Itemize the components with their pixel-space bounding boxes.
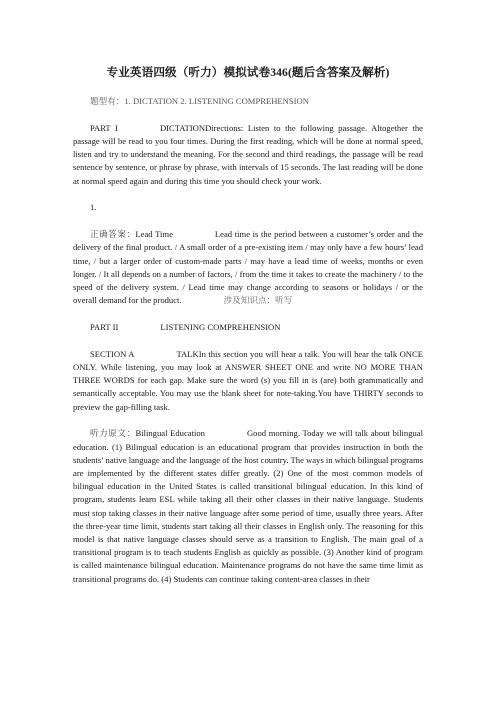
section-a-label: TALK: [176, 348, 199, 359]
document-title: 专业英语四级（听力）模拟试卷346(题后含答案及解析): [106, 66, 390, 79]
answer-paragraph: [73, 228, 423, 307]
answer-text: Lead time is the period between a customer’s order and the delivery of the final product. / A small order of a pre-existing item / may only have a few hours’ lead time, / but a larger order of custom-made parts / may have a lead time of weeks, months or even longer. / It all depends on a number of factors, / from the time it takes to create the machinery / to the speed of the delivery system. / Lead time may change according to seasons or holidays / or the overall demand for the product.: [73, 229, 423, 306]
spacer: [73, 334, 423, 348]
spacer: [73, 108, 423, 122]
section-a-instructions: In this section you will hear a talk. You will hear the talk ONCE ONLY. While listening, you may look at ANSWER SHEET ONE and write NO MORE THAN THREE WORDS for each gap. Make sure the word (s) you fill in is (are) both grammatically and semantically acceptable. You may use the blank sheet for note-taking.You have THIRTY seconds to preview the gap-filling task.: [73, 348, 423, 412]
spacer: [73, 188, 423, 202]
answer-title: Lead Time: [135, 229, 173, 240]
question-number: 1.: [90, 202, 97, 213]
part2-label: LISTENING COMPREHENSION: [160, 322, 281, 333]
part1-label: DICTATION: [159, 122, 206, 133]
knowledge-point: 涉及知识点：听写: [223, 295, 293, 306]
spacer: [73, 215, 423, 229]
part1-paragraph: [73, 122, 423, 188]
transcript-text: Good morning. Today we will talk about bilingual education. (1) Bilingual education is an educational program that provides instruction in both the students’ native language and the language of the host country. The ways in which bilingual programs are implemented by the different states differ greatly. (2) One of the most common models of bilingual education in the United States is called transitional bilingual education. In this kind of program, students learn ESL while taking all their other classes in their native language. Students must stop taking classes in their native language after some period of time, usually three years. After the three-year time limit, students start taking all their classes in English only. The reasoning for this model is that native language classes should serve as a transition to English. The main goal of a transitional program is to teach students English as quickly as possible. (3) Another kind of program is called maintenance bilingual education. Maintenance programs do not have the same time limit as transitional programs do. (4) Students can continue taking content-area classes in their: [73, 428, 423, 584]
spacer: [73, 307, 423, 321]
transcript-paragraph: [73, 427, 423, 585]
section-a-paragraph: [73, 348, 423, 414]
transcript-title: Bilingual Education: [135, 428, 205, 439]
question-types: 题型有：1. DICTATION 2. LISTENING COMPREHENSION: [90, 96, 309, 106]
section-a-heading: SECTION A: [90, 348, 135, 359]
part1-heading: PART I: [90, 122, 118, 133]
part2-heading-line: [73, 321, 423, 334]
spacer: [73, 414, 423, 428]
answer-label: 正确答案：: [90, 229, 136, 240]
part2-heading: PART II: [90, 322, 119, 333]
transcript-label: 听力原文：: [90, 428, 136, 439]
part1-directions: Directions: Listen to the following passage. Altogether the passage will be read to you four times. During the first reading, which will be done at normal speed, listen and try to understand the meaning. For the second and third readings, the passage will be read sentence by sentence, or phrase by phrase, with intervals of 15 seconds. The last reading will be done at normal speed again and during this time you should check your work.: [73, 122, 423, 186]
